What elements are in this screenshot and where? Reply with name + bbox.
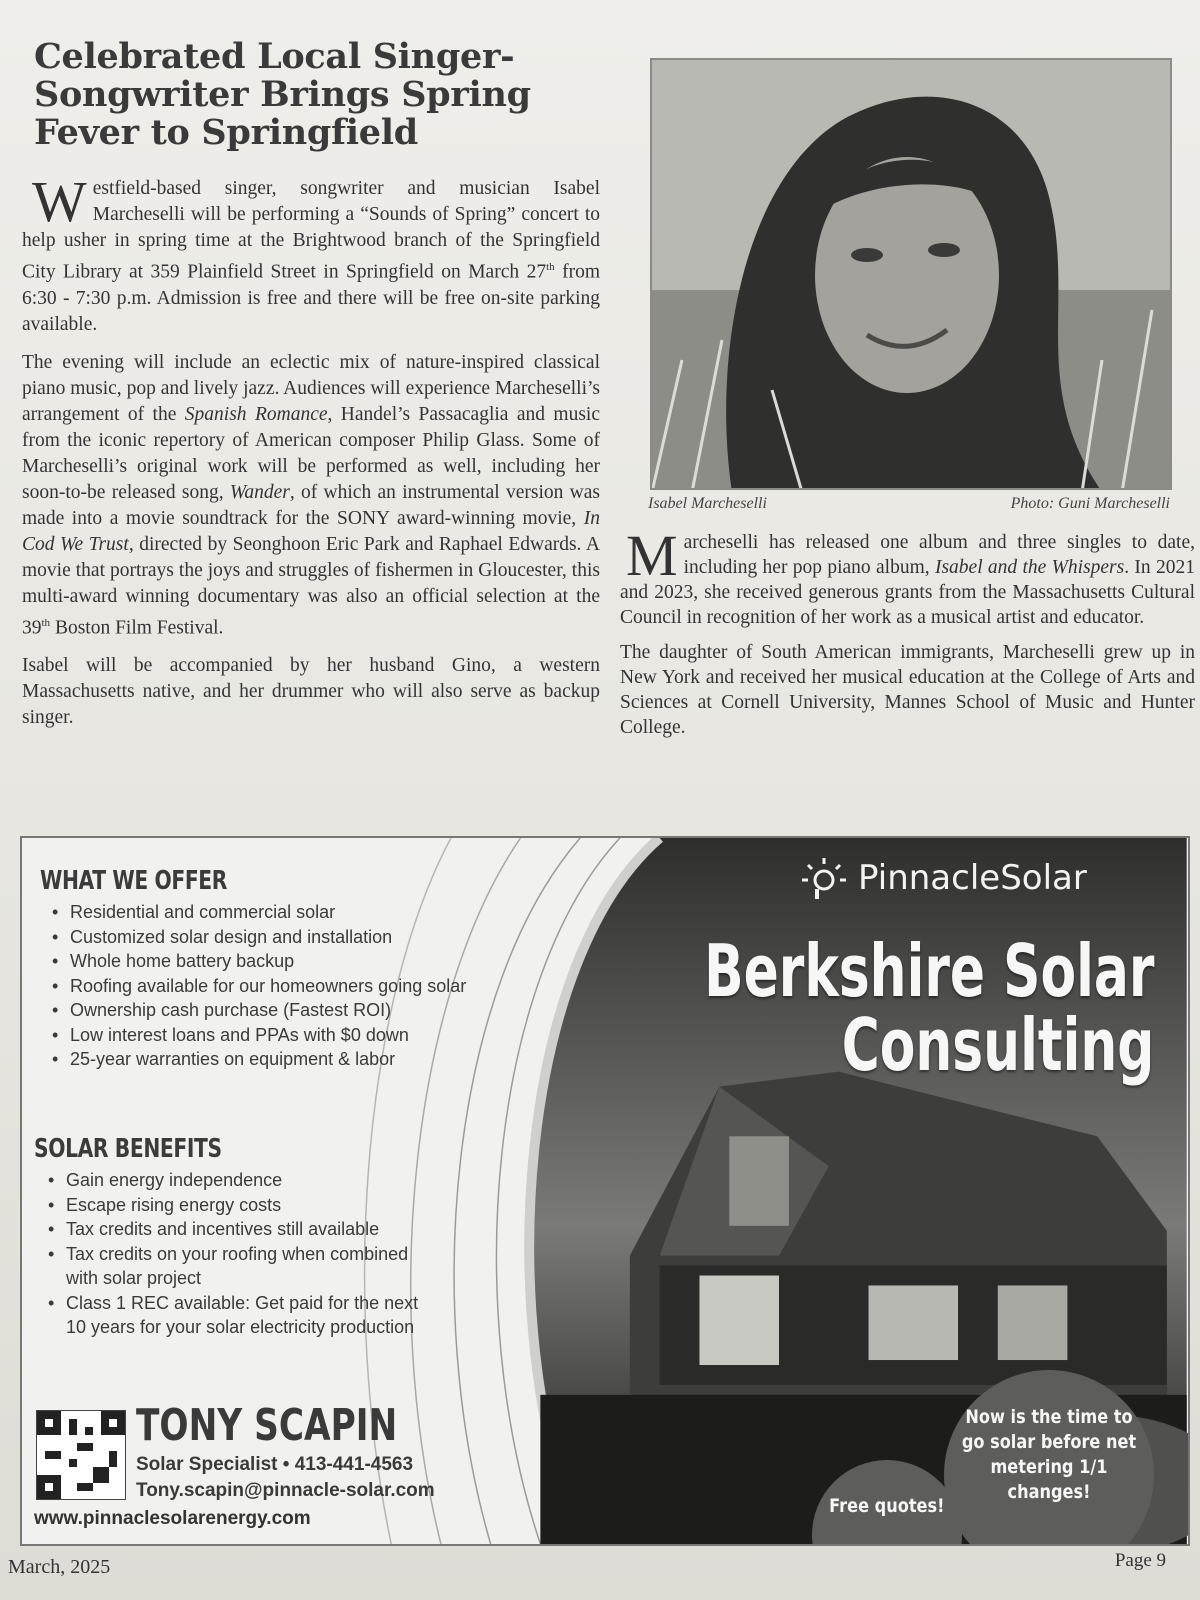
list-item: • Class 1 REC available: Get paid for the next 10 years for your solar electricity production [36, 1291, 436, 1340]
website-link[interactable]: www.pinnaclesolarenergy.com [34, 1508, 311, 1529]
go-solar-badge: Now is the time to go solar before net metering 1/1 changes! [944, 1370, 1154, 1546]
list-item: • Escape rising energy costs [36, 1193, 436, 1218]
offer-title: WHAT WE OFFER [40, 866, 227, 896]
benefit-list [36, 1168, 436, 1340]
qr-code-icon [37, 1411, 125, 1499]
article-paragraph: Marcheselli has released one album and three singles to date, including her pop piano album, Isabel and the Whispers. In 2021 and 2023, she received generous grants from the Massachusetts Cultural Council in recognition of her work as a musical artist and educator. [620, 523, 1195, 628]
rep-email[interactable]: Tony.scapin@pinnacle-solar.com [136, 1480, 435, 1501]
list-item: • Whole home battery backup [40, 949, 480, 974]
article-right-column [620, 523, 1195, 750]
article-paragraph: The daughter of South American immigrants, Marcheselli grew up in New York and received her musical education at the College of Arts and Sciences at Cornell University, Mannes School of Music and Hunter College. [620, 642, 1195, 738]
issue-date: March, 2025 [8, 1556, 111, 1578]
list-item: • Ownership cash purchase (Fastest ROI) [40, 998, 480, 1023]
sun-logo-icon [802, 856, 850, 900]
list-item: • Roofing available for our homeowners going solar [40, 974, 480, 999]
page-number: Page 9 [1114, 1550, 1166, 1571]
benefit-title: SOLAR BENEFITS [34, 1134, 222, 1164]
list-item: • Tax credits on your roofing when combined with solar project [36, 1242, 436, 1291]
list-item: • Customized solar design and installation [40, 925, 480, 950]
portrait-image [652, 60, 1172, 490]
brand-logo [802, 856, 1087, 900]
list-item: • Residential and commercial solar [40, 900, 480, 925]
solar-advertisement [20, 836, 1190, 1546]
offer-list [40, 900, 480, 1072]
list-item: • Low interest loans and PPAs with $0 down [40, 1023, 480, 1048]
caption-credit: Photo: Guni Marcheselli [1010, 495, 1170, 512]
rep-title-phone: Solar Specialist • 413-441-4563 [136, 1454, 414, 1475]
article-paragraph: Westfield-based singer, songwriter and musician Isabel Marcheselli will be performing a “Sounds of Spring” concert to help usher in spring time at the Brightwood branch of the Springfield City Library at 359 Plainfield Street in Springfield on March 27th from 6:30 - 7:30 p.m. Admission is free and there will be free on-site parking available. [22, 169, 601, 335]
drop-cap: M [626, 523, 678, 588]
article-paragraph: Isabel will be accompanied by her husband Gino, a western Massachusetts native, and her drummer who will also serve as backup singer. [22, 655, 600, 728]
list-item: • Gain energy independence [36, 1168, 436, 1193]
article-headline: Celebrated Local Singer-Songwriter Brings Spring Fever to Springfield [34, 36, 531, 153]
article-paragraph: The evening will include an eclectic mix of nature-inspired classical piano music, pop and lively jazz. Audiences will experience Marcheselli’s arrangement of the Spanish Romance, Handel’s Passacaglia and music from the iconic repertory of American composer Philip Glass. Some of Marcheselli’s original work will be performed as well, including her soon-to-be released song, Wander, of which an instrumental version was made into a movie soundtrack for the SONY award-winning movie, In Cod We Trust, directed by Seonghoon Eric Park and Raphael Edwards. A movie that portrays the joys and struggles of fishermen in Gloucester, this multi-award winning documentary was also an official selection at the 39th Boston Film Festival. [22, 351, 601, 638]
article-left-column [22, 169, 601, 743]
photo-caption [648, 495, 1170, 513]
brand-name: PinnacleSolar [858, 858, 1087, 898]
list-item: • Tax credits and incentives still available [36, 1217, 436, 1242]
list-item: • 25-year warranties on equipment & labor [40, 1047, 480, 1072]
drop-cap: W [32, 169, 87, 234]
qr-code[interactable] [36, 1410, 126, 1500]
rep-name: TONY SCAPIN [136, 1400, 398, 1451]
portrait-photo [650, 58, 1172, 490]
caption-name: Isabel Marcheselli [648, 495, 767, 512]
free-quotes-badge: Free quotes! [812, 1460, 962, 1546]
ad-headline: Berkshire Solar Consulting [703, 929, 1154, 1087]
